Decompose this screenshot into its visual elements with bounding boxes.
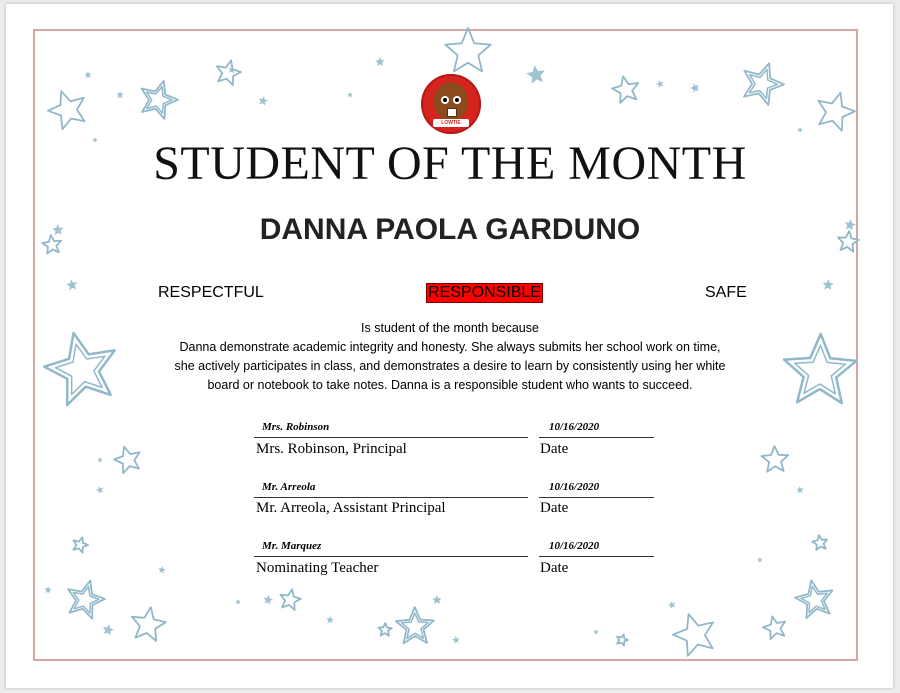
signature-line: [254, 497, 528, 498]
star-icon: [617, 634, 628, 645]
assistant-principal-date-value: 10/16/2020: [549, 481, 600, 493]
star-icon: [445, 28, 491, 71]
star-icon: [326, 616, 334, 623]
signature-line: [254, 437, 528, 438]
star-icon: [812, 535, 827, 550]
reason-line: board or notebook to take notes. Danna is a responsible student who wants to succeed.: [207, 378, 693, 392]
trait-respectful: RESPECTFUL: [158, 284, 264, 301]
star-icon: [594, 629, 600, 635]
star-icon: [795, 580, 832, 618]
star-icon: [452, 636, 460, 644]
date-label: Date: [540, 560, 569, 576]
date-line: [539, 437, 654, 438]
signature-line: [254, 556, 528, 557]
reason-paragraph: [150, 319, 750, 395]
star-icon: [132, 607, 166, 641]
star-icon: [526, 65, 545, 84]
star-icon: [235, 599, 241, 605]
school-mascot-logo: [421, 74, 481, 134]
star-icon: [264, 595, 273, 604]
star-icon: [158, 566, 166, 574]
mascot-eye-left: [441, 96, 449, 104]
mascot-teeth: [447, 108, 457, 117]
beaver-mascot-icon: [434, 82, 468, 120]
star-icon: [96, 486, 103, 494]
star-icon: [378, 623, 391, 636]
star-icon: [818, 93, 855, 131]
star-icon: [762, 446, 789, 472]
reason-intro: Is student of the month because: [361, 321, 539, 335]
date-label: Date: [540, 500, 569, 516]
star-icon: [217, 60, 241, 85]
principal-signature: Mrs. Robinson: [262, 421, 330, 433]
date-line: [539, 497, 654, 498]
logo-banner: LOWTIE: [433, 119, 469, 127]
star-inner-icon: [801, 586, 827, 612]
date-line: [539, 556, 654, 557]
reason-line: she actively participates in class, and demonstrates a desire to learn by consistently using her white: [174, 359, 726, 373]
star-icon: [66, 279, 77, 290]
principal-date-value: 10/16/2020: [549, 421, 600, 433]
assistant-principal-signature: Mr. Arreola: [262, 481, 316, 493]
star-icon: [97, 457, 103, 463]
star-icon: [375, 57, 385, 66]
star-icon: [347, 92, 353, 98]
certificate-title: STUDENT OF THE MONTH: [153, 137, 747, 190]
star-icon: [763, 616, 785, 639]
date-label: Date: [540, 441, 569, 457]
star-icon: [74, 537, 89, 552]
star-icon: [103, 624, 114, 635]
star-icon: [797, 127, 803, 133]
star-icon: [690, 83, 699, 93]
star-icon: [673, 614, 713, 656]
principal-label: Mrs. Robinson, Principal: [256, 441, 407, 457]
student-name: DANNA PAOLA GARDUNO: [259, 213, 641, 246]
star-icon: [822, 279, 833, 290]
trait-safe: SAFE: [705, 284, 747, 301]
star-inner-icon: [56, 344, 105, 394]
star-icon: [656, 80, 663, 88]
star-icon: [259, 96, 268, 105]
reason-line: Danna demonstrate academic integrity and honesty. She always submits her school work on time,: [179, 340, 721, 354]
star-icon: [757, 557, 763, 563]
star-icon: [796, 486, 804, 493]
mascot-eye-right: [453, 96, 461, 104]
star-icon: [280, 589, 301, 610]
star-icon: [48, 91, 85, 129]
star-icon: [228, 66, 236, 74]
teacher-signature: Mr. Marquez: [262, 540, 322, 552]
star-icon: [668, 601, 675, 609]
teacher-label: Nominating Teacher: [256, 560, 379, 576]
trait-responsible-highlighted: RESPONSIBLE: [428, 284, 541, 301]
star-icon: [44, 586, 52, 593]
star-icon: [84, 71, 92, 78]
star-icon: [44, 333, 115, 405]
star-icon: [114, 447, 140, 474]
assistant-principal-label: Mr. Arreola, Assistant Principal: [256, 500, 446, 516]
star-icon: [432, 595, 442, 604]
star-icon: [612, 76, 638, 103]
star-icon: [784, 334, 856, 403]
star-icon: [116, 91, 124, 98]
teacher-date-value: 10/16/2020: [549, 540, 600, 552]
